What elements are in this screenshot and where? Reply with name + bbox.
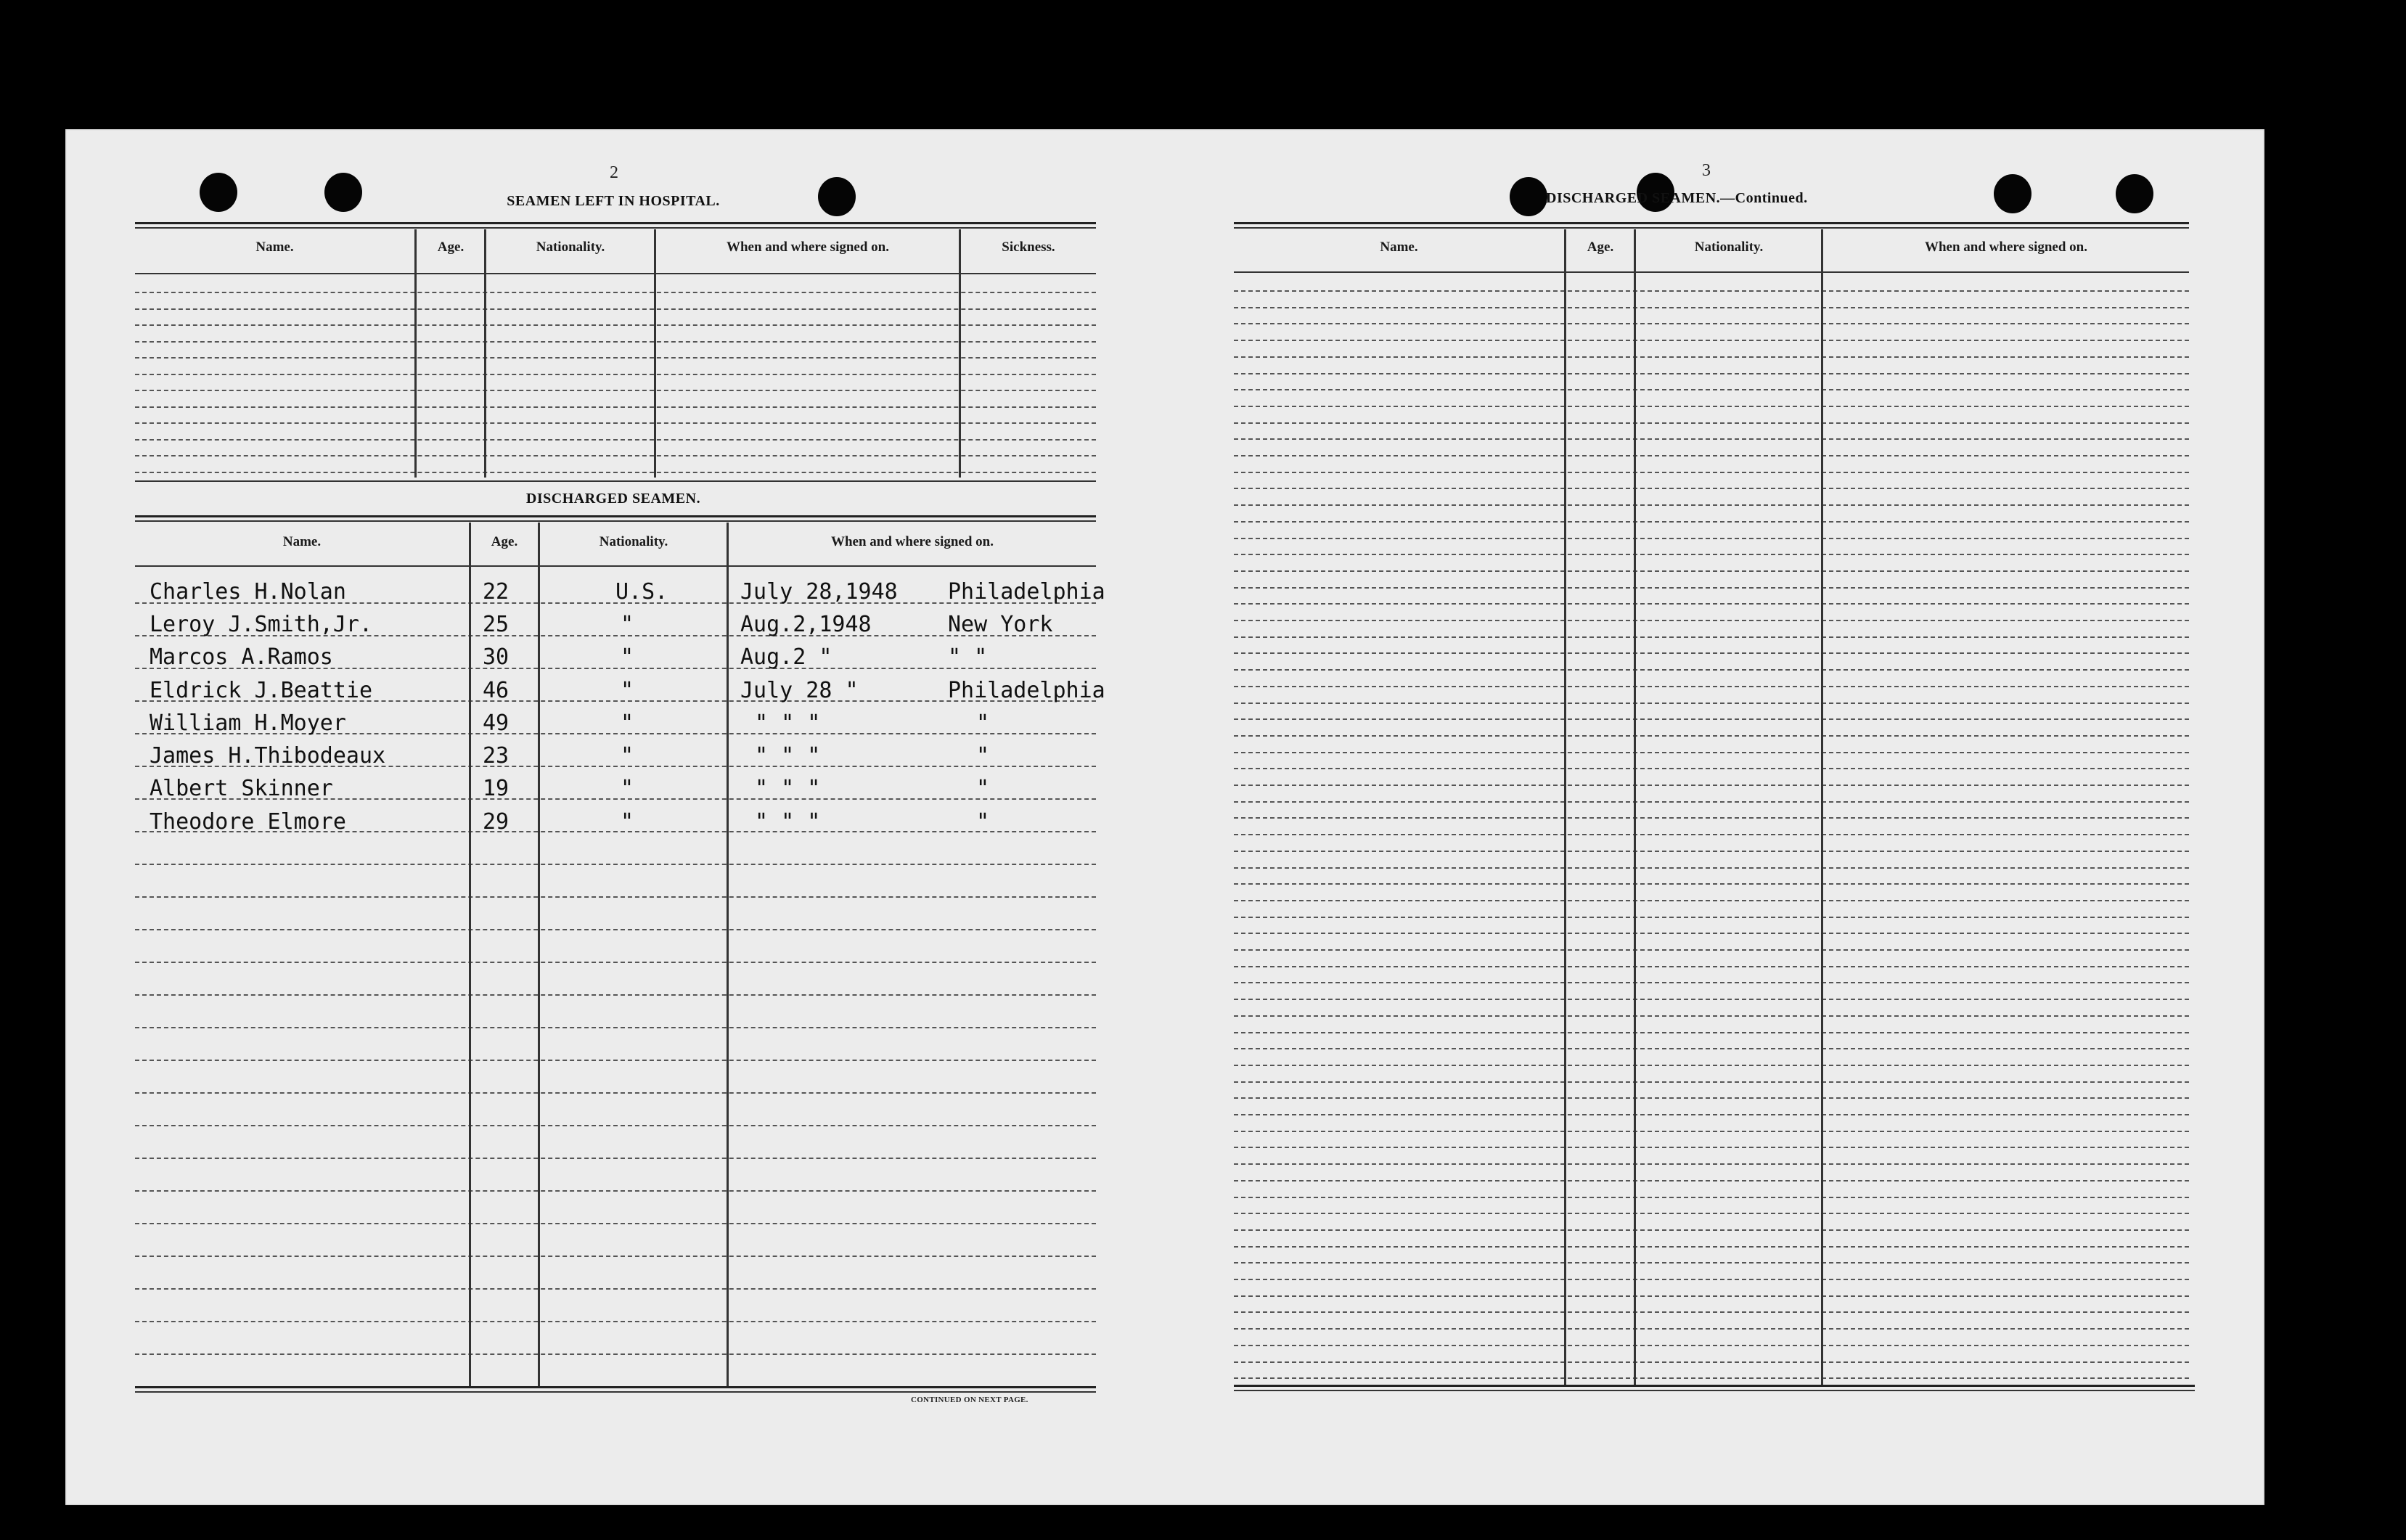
right-col-divider [1564, 229, 1566, 1385]
ruled-line [1234, 1311, 2189, 1313]
ruled-line [1234, 1213, 2189, 1214]
discharged-col-divider [469, 523, 471, 1386]
seaman-age: 22 [483, 579, 510, 605]
hospital-col-name: Name. [255, 239, 294, 255]
ruled-line [1234, 718, 2189, 720]
right-col-nationality: Nationality. [1694, 239, 1764, 255]
ruled-line [135, 1321, 1096, 1322]
seaman-name: Leroy J.Smith,Jr. [150, 612, 373, 637]
discharged-top-rule [135, 515, 1096, 517]
seaman-signed-date: Aug.2 " [740, 644, 832, 670]
discharged-bottom-rule [135, 1386, 1096, 1388]
continued-section-title: DISCHARGED SEAMEN.—Continued. [1546, 190, 1808, 206]
ruled-line [1234, 686, 2189, 687]
ruled-line [135, 357, 1096, 359]
ruled-line [135, 390, 1096, 391]
hospital-col-signed-on: When and where signed on. [726, 239, 889, 255]
ruled-line [135, 864, 1096, 865]
ruled-line [1234, 1246, 2189, 1248]
ruled-line [1234, 472, 2189, 473]
ruled-line [135, 308, 1096, 310]
seaman-age: 46 [483, 678, 510, 703]
seaman-name: Marcos A.Ramos [150, 644, 333, 670]
seaman-signed-date: July 28 " [740, 678, 859, 703]
ruled-line [1234, 1081, 2189, 1083]
ruled-line [1234, 1197, 2189, 1198]
ruled-line [135, 1223, 1096, 1224]
ruled-line [1234, 735, 2189, 737]
right-col-age: Age. [1587, 239, 1614, 255]
hospital-col-nationality: Nationality. [536, 239, 605, 255]
page-number-right: 3 [1702, 161, 1711, 180]
ruled-line [135, 472, 1096, 473]
seaman-age: 19 [483, 776, 510, 801]
ruled-line [1234, 1295, 2189, 1297]
seaman-age: 30 [483, 644, 510, 670]
seaman-age: 49 [483, 710, 510, 736]
discharged-col-divider [538, 523, 540, 1386]
seaman-nationality: " [621, 710, 634, 736]
ruled-line [1234, 504, 2189, 506]
ruled-line [1234, 1015, 2189, 1017]
seaman-name: Eldrick J.Beattie [150, 678, 373, 703]
seaman-nationality: " [621, 612, 634, 637]
seaman-name: William H.Moyer [150, 710, 346, 736]
ruled-line [1234, 1262, 2189, 1263]
ruled-line [135, 962, 1096, 963]
seaman-signed-place: Philadelphia [948, 678, 1105, 703]
ruled-line [1234, 1361, 2189, 1363]
right-bottom-rule-2 [1234, 1390, 2195, 1391]
ruled-line [1234, 554, 2189, 555]
right-col-signed-on: When and where signed on. [1924, 239, 2087, 255]
right-col-divider [1821, 229, 1823, 1385]
ruled-line [135, 1190, 1096, 1192]
seaman-nationality: " [621, 809, 634, 835]
ruled-line [1234, 587, 2189, 589]
ruled-line [135, 439, 1096, 441]
ruled-line [1234, 307, 2189, 308]
seaman-name: James H.Thibodeaux [150, 743, 386, 769]
ruled-line [135, 1256, 1096, 1257]
seaman-age: 23 [483, 743, 510, 769]
ruled-line [1234, 1328, 2189, 1330]
seaman-signed-place: " [976, 809, 990, 835]
seaman-age: 25 [483, 612, 510, 637]
hospital-col-age: Age. [437, 239, 465, 255]
seaman-signed-date: " " " [755, 776, 821, 801]
ruled-line [1234, 620, 2189, 621]
ruled-line [1234, 570, 2189, 572]
ruled-line [135, 341, 1096, 343]
ruled-line [1234, 1131, 2189, 1132]
ruled-line [135, 455, 1096, 456]
seaman-signed-date: " " " [755, 743, 821, 769]
hospital-col-divider [484, 229, 486, 478]
ruled-line [1234, 883, 2189, 885]
punch-hole [1994, 174, 2031, 213]
ruled-line [135, 994, 1096, 996]
ruled-line [1234, 438, 2189, 440]
ruled-line [1234, 1065, 2189, 1066]
seaman-name: Theodore Elmore [150, 809, 346, 835]
seaman-nationality: " [621, 644, 634, 670]
right-top-rule [1234, 222, 2189, 224]
ruled-line [1234, 669, 2189, 671]
ruled-line [1234, 999, 2189, 1000]
right-col-name: Name. [1380, 239, 1418, 255]
seaman-nationality: " [621, 678, 634, 703]
discharged-col-age: Age. [491, 534, 518, 549]
discharged-section-title: DISCHARGED SEAMEN. [525, 491, 701, 507]
hospital-bottom-rule [135, 480, 1096, 482]
ruled-line [1234, 966, 2189, 967]
seaman-signed-date: July 28,1948 [740, 579, 898, 605]
ruled-line [1234, 703, 2189, 704]
hospital-top-rule-2 [135, 227, 1096, 229]
ruled-line [1234, 1229, 2189, 1231]
ruled-line [1234, 1163, 2189, 1165]
hospital-top-rule [135, 222, 1096, 224]
discharged-top-rule-2 [135, 520, 1096, 522]
ruled-line [1234, 290, 2189, 292]
seaman-signed-date: " " " [755, 809, 821, 835]
punch-hole [324, 173, 362, 212]
hospital-col-divider [654, 229, 656, 478]
ruled-line [135, 1353, 1096, 1355]
ruled-line [135, 1125, 1096, 1126]
ruled-line [135, 1092, 1096, 1094]
ruled-line [1234, 521, 2189, 523]
seaman-nationality: U.S. [615, 579, 668, 605]
discharged-col-name: Name. [282, 534, 322, 549]
ruled-line [1234, 817, 2189, 819]
ruled-line [1234, 1048, 2189, 1049]
ruled-line [135, 324, 1096, 326]
ruled-line [135, 374, 1096, 375]
ruled-line [1234, 356, 2189, 358]
ruled-line [135, 422, 1096, 424]
discharged-header-rule [135, 565, 1096, 567]
seaman-signed-place: Philadelphia [948, 579, 1105, 605]
ruled-line [1234, 917, 2189, 918]
seaman-name: Albert Skinner [150, 776, 333, 801]
ruled-line [1234, 422, 2189, 424]
ruled-line [1234, 1345, 2189, 1346]
seaman-signed-date: Aug.2,1948 [740, 612, 872, 637]
seaman-name: Charles H.Nolan [150, 579, 346, 605]
seaman-signed-date: " " " [755, 710, 821, 736]
ruled-line [135, 1060, 1096, 1061]
hospital-col-sickness: Sickness. [1002, 239, 1055, 255]
ruled-line [1234, 636, 2189, 638]
ruled-line [1234, 785, 2189, 786]
ruled-line [1234, 1279, 2189, 1280]
ruled-line [1234, 389, 2189, 390]
ruled-line [1234, 768, 2189, 769]
hospital-section-title: SEAMEN LEFT IN HOSPITAL. [507, 193, 720, 209]
ruled-line [1234, 1114, 2189, 1115]
ruled-line [1234, 867, 2189, 869]
discharged-col-divider [727, 523, 729, 1386]
ruled-line [1234, 1180, 2189, 1181]
punch-hole [818, 177, 856, 216]
ruled-line [1234, 406, 2189, 407]
ruled-line [1234, 851, 2189, 852]
hospital-col-divider [414, 229, 417, 478]
ruled-line [1234, 488, 2189, 489]
ruled-line [1234, 373, 2189, 374]
seaman-nationality: " [621, 743, 634, 769]
ruled-line [1234, 949, 2189, 951]
ruled-line [1234, 603, 2189, 605]
ruled-line [1234, 340, 2189, 341]
ruled-line [135, 929, 1096, 930]
seaman-signed-place: " " [948, 644, 988, 670]
ruled-line [1234, 752, 2189, 753]
ruled-line [135, 1158, 1096, 1159]
right-col-divider [1634, 229, 1636, 1385]
seaman-signed-place: " [976, 743, 990, 769]
right-header-rule [1234, 271, 2189, 273]
ruled-line [1234, 652, 2189, 654]
punch-hole [200, 173, 237, 212]
ruled-line [1234, 1377, 2189, 1379]
right-bottom-rule [1234, 1385, 2195, 1387]
ruled-line [1234, 834, 2189, 835]
ruled-line [1234, 1097, 2189, 1099]
right-top-rule-2 [1234, 227, 2189, 229]
ruled-line [135, 1027, 1096, 1028]
ruled-line [1234, 1147, 2189, 1148]
ruled-line [1234, 801, 2189, 803]
ruled-line [1234, 323, 2189, 324]
ruled-line [135, 896, 1096, 898]
hospital-col-divider [959, 229, 961, 478]
ruled-line [1234, 1032, 2189, 1033]
punch-hole [1510, 177, 1547, 216]
discharged-col-nationality: Nationality. [599, 534, 668, 549]
ruled-line [1234, 982, 2189, 983]
punch-hole [2116, 174, 2153, 213]
ruled-line [1234, 900, 2189, 901]
seaman-nationality: " [621, 776, 634, 801]
ruled-line [1234, 455, 2189, 456]
discharged-bottom-rule-2 [135, 1391, 1096, 1393]
seaman-signed-place: " [976, 776, 990, 801]
seaman-signed-place: New York [948, 612, 1053, 637]
ruled-line [135, 292, 1096, 293]
ruled-line [1234, 538, 2189, 539]
ruled-line [135, 1288, 1096, 1290]
hospital-header-rule [135, 273, 1096, 274]
seaman-age: 29 [483, 809, 510, 835]
ruled-line [1234, 933, 2189, 934]
page-number-left: 2 [610, 163, 618, 182]
discharged-col-signed-on: When and where signed on. [830, 534, 994, 549]
continued-note: CONTINUED ON NEXT PAGE. [911, 1396, 1028, 1404]
ruled-line [135, 406, 1096, 408]
seaman-signed-place: " [976, 710, 990, 736]
